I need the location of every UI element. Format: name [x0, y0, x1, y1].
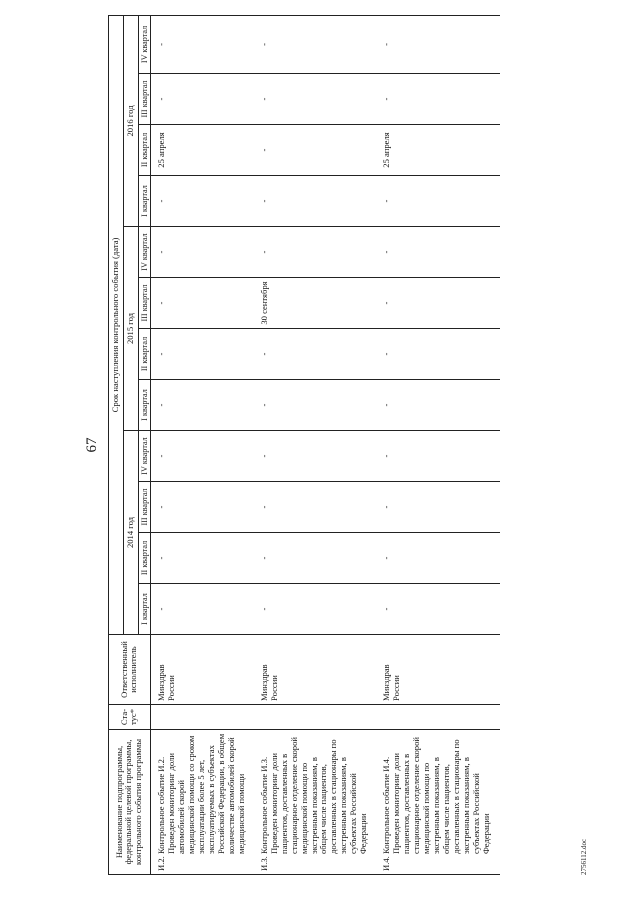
deadline-cell: -: [255, 15, 378, 73]
event-number: И.3.: [258, 856, 269, 871]
event-name-cell: [377, 730, 500, 875]
deadline-cell: -: [150, 584, 254, 635]
header-quarter: I квартал: [138, 176, 150, 227]
header-executor: Ответственный исполнитель: [109, 635, 151, 705]
deadline-cell: -: [150, 15, 254, 73]
table-row: [255, 15, 378, 874]
header-year-2016: 2016 год: [123, 15, 138, 226]
executor-cell: Минздрав России: [150, 635, 254, 705]
header-quarter: III квартал: [138, 278, 150, 329]
deadline-cell: -: [377, 278, 500, 329]
header-deadline: Срок наступления контрольного события (дата): [109, 15, 124, 634]
deadline-cell: -: [150, 176, 254, 227]
deadline-cell: 25 апреля: [377, 125, 500, 176]
deadline-cell: -: [377, 431, 500, 482]
footer-doc-name: 2756112.doc: [580, 838, 588, 875]
control-events-table: [108, 15, 500, 875]
deadline-cell: -: [255, 584, 378, 635]
header-quarter: I квартал: [138, 380, 150, 431]
deadline-cell: -: [150, 380, 254, 431]
status-cell: [150, 705, 254, 730]
deadline-cell: -: [255, 431, 378, 482]
deadline-cell: -: [150, 482, 254, 533]
header-quarter: IV квартал: [138, 15, 150, 73]
deadline-cell: -: [255, 125, 378, 176]
event-description: Контрольное событие И.2. Проведен мониторинг доли автомобилей скорой медицинской помощи со сроком эксплуатации более 5 лет, эксплуатируемых в субъектах Российской Федерации, в общем количестве автомобилей скорой медицинской помощи: [155, 733, 246, 854]
deadline-cell: 25 апреля: [150, 125, 254, 176]
deadline-cell: -: [377, 380, 500, 431]
page-number: 67: [84, 437, 100, 453]
deadline-cell: -: [377, 15, 500, 73]
header-year-2015: 2015 год: [123, 227, 138, 431]
status-cell: [377, 705, 500, 730]
deadline-cell: -: [377, 176, 500, 227]
event-description: Контрольное событие И.3. Проведен мониторинг доли пациентов, доставленных в стационарное отделение скорой медицинской помощи по экстренным показаниям, в общем числе пациентов, доставленных в стационары по экстренным показаниям, в субъектах Российской Федерации: [258, 737, 369, 854]
table-row: [377, 15, 500, 874]
table-row: [150, 15, 254, 874]
deadline-cell: -: [255, 329, 378, 380]
executor-cell: Минздрав России: [377, 635, 500, 705]
deadline-cell: -: [377, 74, 500, 125]
executor-cell: Минздрав России: [255, 635, 378, 705]
deadline-cell: -: [377, 533, 500, 584]
deadline-cell: -: [150, 329, 254, 380]
deadline-cell: -: [255, 482, 378, 533]
deadline-cell: -: [255, 533, 378, 584]
event-name-cell: [150, 730, 254, 875]
deadline-cell: -: [377, 329, 500, 380]
event-number: И.4.: [381, 856, 392, 871]
header-quarter: II квартал: [138, 329, 150, 380]
deadline-cell: -: [255, 227, 378, 278]
header-quarter: II квартал: [138, 533, 150, 584]
rotated-page: [80, 15, 620, 875]
deadline-cell: -: [377, 584, 500, 635]
header-name: Наименование подпрограммы, федеральной целевой программы, контрольного события программы: [109, 730, 151, 875]
deadline-cell: -: [150, 74, 254, 125]
deadline-cell: -: [150, 227, 254, 278]
header-quarter: IV квартал: [138, 227, 150, 278]
header-quarter: I квартал: [138, 584, 150, 635]
deadline-cell: -: [255, 74, 378, 125]
event-description: Контрольное событие И.4. Проведен мониторинг доли пациентов, доставленных в стационарное отделение скорой медицинской помощи по экстренным показаниям, в общем числе пациентов, доставленных в стационары по экстренным показаниям, в субъектах Российской Федерации: [381, 737, 492, 854]
deadline-cell: 30 сентября: [255, 278, 378, 329]
deadline-cell: -: [150, 431, 254, 482]
header-quarter: III квартал: [138, 482, 150, 533]
deadline-cell: -: [377, 227, 500, 278]
event-name-cell: [255, 730, 378, 875]
deadline-cell: -: [150, 278, 254, 329]
status-cell: [255, 705, 378, 730]
header-quarter: II квартал: [138, 125, 150, 176]
deadline-cell: -: [150, 533, 254, 584]
event-number: И.2.: [155, 856, 166, 871]
header-status: Ста-тус*: [109, 705, 151, 730]
header-quarter: IV квартал: [138, 431, 150, 482]
deadline-cell: -: [377, 482, 500, 533]
deadline-cell: -: [255, 176, 378, 227]
header-quarter: III квартал: [138, 74, 150, 125]
deadline-cell: -: [255, 380, 378, 431]
header-year-2014: 2014 год: [123, 431, 138, 635]
